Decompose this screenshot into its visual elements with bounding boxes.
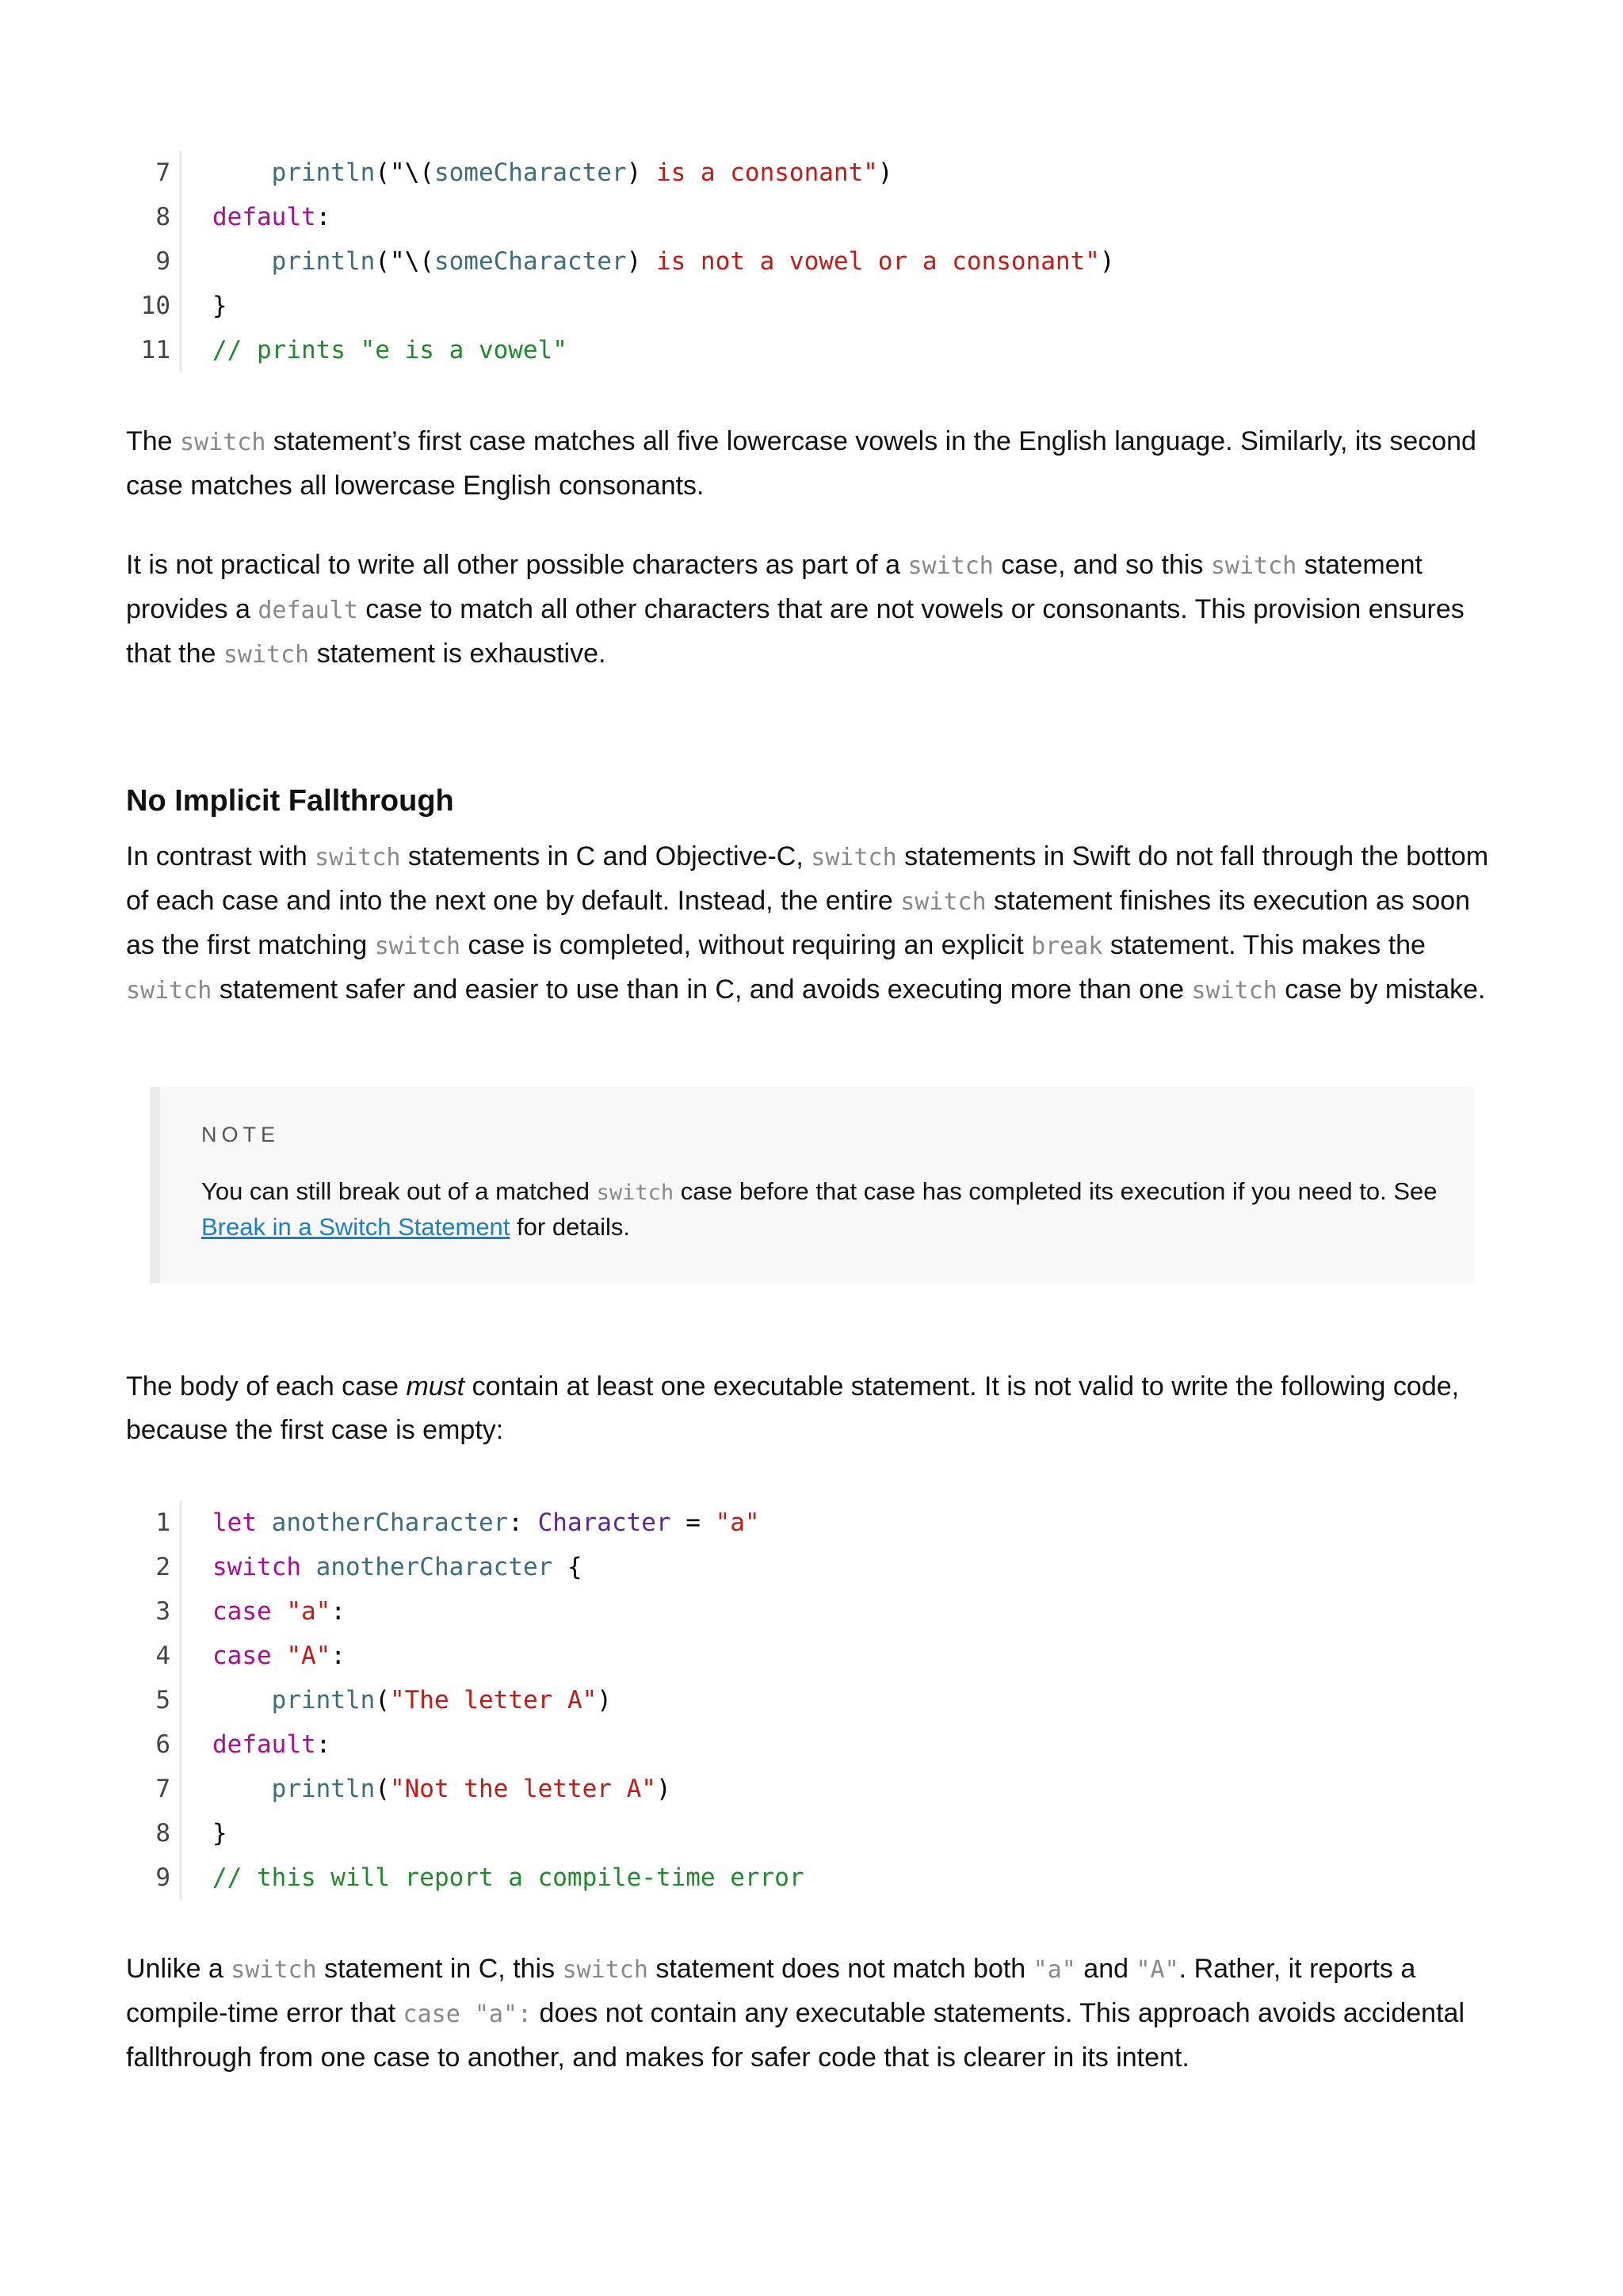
text-run: The bbox=[126, 426, 181, 456]
code-token: "A" bbox=[286, 1642, 331, 1670]
code-token: println bbox=[271, 1775, 376, 1803]
text-run: statement finishes its execution as soon as the first matching bbox=[126, 886, 1471, 960]
code-line bbox=[126, 1811, 839, 1855]
code-token: ) bbox=[1099, 247, 1115, 276]
code-token: println bbox=[271, 1686, 376, 1714]
text-run: and bbox=[1075, 1954, 1136, 1984]
inline-code: switch bbox=[223, 641, 310, 669]
code-token: "a" bbox=[286, 1597, 331, 1626]
code-line bbox=[126, 1545, 839, 1589]
code-indent bbox=[212, 1775, 272, 1803]
inline-code: switch bbox=[180, 429, 266, 456]
code-token: ) bbox=[597, 1686, 612, 1714]
text-run: statement safer and easier to use than in C, and avoids executing more than one bbox=[212, 974, 1192, 1005]
section-heading: No Implicit Fallthrough bbox=[126, 784, 454, 818]
line-number: 6 bbox=[155, 1730, 170, 1759]
code-token: let bbox=[212, 1508, 257, 1537]
code-token: someCharacter bbox=[433, 247, 627, 276]
text-run: Unlike a bbox=[126, 1954, 231, 1984]
text-run: statement. This makes the bbox=[1102, 930, 1426, 960]
code-token: ("\( bbox=[375, 158, 434, 187]
code-line bbox=[126, 239, 1115, 284]
code-block-empty-case bbox=[126, 1501, 839, 1900]
inline-code: switch bbox=[315, 844, 401, 871]
text-run: statement provides a bbox=[126, 550, 1423, 624]
code-token bbox=[257, 1508, 272, 1537]
line-number: 7 bbox=[155, 1775, 170, 1803]
code-text bbox=[212, 1767, 671, 1811]
code-token: Character bbox=[537, 1508, 671, 1537]
text-run: statement does not match both bbox=[647, 1954, 1033, 1984]
text-run: In contrast with bbox=[126, 841, 315, 871]
inline-code: switch bbox=[1210, 552, 1297, 580]
code-text bbox=[212, 239, 1115, 284]
code-line bbox=[126, 1855, 839, 1900]
text-run: case, and so this bbox=[993, 550, 1211, 580]
text-run: for details. bbox=[510, 1213, 631, 1241]
code-text bbox=[212, 1678, 612, 1722]
code-token: ) bbox=[655, 1775, 671, 1803]
code-token: ) bbox=[626, 158, 642, 187]
inline-code: switch bbox=[907, 552, 994, 580]
line-number: 3 bbox=[155, 1597, 170, 1626]
inline-code: switch bbox=[811, 844, 897, 871]
code-token: println bbox=[271, 247, 376, 276]
text-run: contain at least one executable statement. It is not valid to write the following code, because the first case is empty: bbox=[126, 1371, 1460, 1445]
code-indent bbox=[212, 1686, 272, 1714]
paragraph-first-case bbox=[126, 420, 1505, 508]
code-token: // prints "e is a vowel" bbox=[212, 336, 567, 364]
code-token: : bbox=[330, 1597, 346, 1626]
code-token: : bbox=[330, 1642, 346, 1670]
line-number: 5 bbox=[155, 1686, 170, 1714]
line-number: 1 bbox=[155, 1508, 170, 1537]
code-text bbox=[212, 1501, 760, 1545]
code-line bbox=[126, 1722, 839, 1767]
code-token bbox=[272, 1642, 287, 1670]
note-label: NOTE bbox=[201, 1123, 281, 1146]
inline-code: "A" bbox=[1136, 1956, 1179, 1984]
text-run: case by mistake. bbox=[1277, 974, 1486, 1005]
code-token: // this will report a compile-time error bbox=[212, 1863, 804, 1892]
code-line bbox=[126, 328, 839, 372]
text-run: case is completed, without requiring an explicit bbox=[460, 930, 1032, 960]
code-indent bbox=[212, 158, 272, 187]
paragraph-no-fallthrough bbox=[126, 835, 1505, 1013]
code-block-switch-example bbox=[126, 151, 1115, 372]
code-token: ) bbox=[626, 247, 642, 276]
code-token: = bbox=[670, 1508, 716, 1537]
line-number: 8 bbox=[155, 1819, 170, 1848]
code-token: } bbox=[212, 292, 227, 320]
text-run: case before that case has completed its execution if you need to. See bbox=[674, 1177, 1438, 1205]
text-run: statement is exhaustive. bbox=[309, 639, 606, 669]
code-text bbox=[212, 1634, 346, 1678]
code-text bbox=[212, 1722, 330, 1767]
inline-code: switch bbox=[126, 977, 212, 1005]
inline-code: "a" bbox=[1033, 1956, 1076, 1984]
line-number: 4 bbox=[155, 1642, 170, 1670]
code-line bbox=[126, 1634, 839, 1678]
code-token bbox=[301, 1553, 316, 1581]
text-run: The body of each case bbox=[126, 1371, 407, 1402]
code-token: anotherCharacter bbox=[315, 1553, 553, 1581]
code-token: { bbox=[552, 1553, 582, 1581]
code-text bbox=[212, 1589, 346, 1634]
code-token: default bbox=[212, 1730, 316, 1759]
code-line bbox=[126, 284, 839, 328]
text-run: . Rather, it reports a compile-time error that bbox=[126, 1954, 1416, 2028]
line-number: 9 bbox=[155, 247, 170, 276]
inline-code: switch bbox=[231, 1956, 317, 1984]
code-token: ("\( bbox=[375, 247, 434, 276]
code-token: case bbox=[212, 1597, 272, 1626]
code-text bbox=[212, 195, 330, 239]
inline-code: break bbox=[1031, 933, 1103, 960]
inline-code: switch bbox=[1191, 977, 1277, 1005]
line-number: 8 bbox=[155, 203, 170, 231]
code-token: } bbox=[212, 1819, 227, 1848]
code-token: ( bbox=[375, 1775, 390, 1803]
code-token: "a" bbox=[715, 1508, 760, 1537]
text-run: does not contain any executable statements. This approach avoids accidental fallthrough from one case to another, and makes for safer code that is clearer in its intent. bbox=[126, 1998, 1465, 2073]
text-run: statements in C and Objective-C, bbox=[400, 841, 812, 871]
code-line bbox=[126, 151, 893, 195]
text-run: statements in Swift do not fall through the bottom of each case and into the next one by default. Instead, the entire bbox=[126, 841, 1489, 916]
code-token: : bbox=[315, 203, 331, 231]
code-token: someCharacter bbox=[433, 158, 627, 187]
code-line bbox=[126, 1678, 839, 1722]
inline-code: switch bbox=[374, 933, 461, 960]
text-run: You can still break out of a matched bbox=[201, 1177, 597, 1205]
code-token: default bbox=[212, 203, 316, 231]
code-token: ( bbox=[375, 1686, 390, 1714]
inline-code: case "a": bbox=[403, 2000, 533, 2028]
emphasis: must bbox=[406, 1371, 465, 1402]
code-token: println bbox=[271, 158, 376, 187]
code-token bbox=[272, 1597, 287, 1626]
line-number: 9 bbox=[155, 1863, 170, 1892]
code-token: : bbox=[315, 1730, 331, 1759]
text-run: statement’s first case matches all five lowercase vowels in the English language. Similarly, its second case matches all lowercase English consonants. bbox=[126, 426, 1476, 501]
code-token: is a consonant" bbox=[641, 158, 878, 187]
code-line bbox=[126, 1589, 839, 1634]
paragraph-default-case bbox=[126, 543, 1505, 677]
line-number: 7 bbox=[155, 158, 170, 187]
code-token: ) bbox=[877, 158, 893, 187]
inline-code: switch bbox=[596, 1180, 674, 1205]
code-line bbox=[126, 195, 839, 239]
code-text bbox=[212, 284, 227, 328]
note-text bbox=[201, 1174, 1453, 1244]
code-text bbox=[212, 1545, 582, 1589]
code-indent bbox=[212, 247, 272, 276]
code-text bbox=[212, 151, 893, 195]
inline-code: switch bbox=[900, 888, 987, 916]
paragraph-compile-error bbox=[126, 1947, 1505, 2080]
break-in-switch-link[interactable]: Break in a Switch Statement bbox=[201, 1213, 510, 1241]
line-number: 11 bbox=[140, 336, 170, 364]
line-number: 10 bbox=[140, 292, 170, 320]
code-token: "Not the letter A" bbox=[389, 1775, 656, 1803]
code-token: anotherCharacter bbox=[271, 1508, 509, 1537]
line-number: 2 bbox=[155, 1553, 170, 1581]
code-text bbox=[212, 328, 567, 372]
inline-code: switch bbox=[562, 1956, 648, 1984]
paragraph-case-body bbox=[126, 1365, 1505, 1452]
code-token: switch bbox=[212, 1553, 301, 1581]
text-run: statement in C, this bbox=[316, 1954, 563, 1984]
code-token: "The letter A" bbox=[389, 1686, 598, 1714]
code-token: : bbox=[508, 1508, 538, 1537]
note-box bbox=[150, 1087, 1475, 1283]
inline-code: default bbox=[258, 597, 358, 624]
text-run: case to match all other characters that are not vowels or consonants. This provision ensures that the bbox=[126, 594, 1465, 669]
code-line bbox=[126, 1501, 839, 1545]
text-run: It is not practical to write all other possible characters as part of a bbox=[126, 550, 908, 580]
code-line bbox=[126, 1767, 839, 1811]
code-token: is not a vowel or a consonant" bbox=[641, 247, 1100, 276]
code-text bbox=[212, 1811, 227, 1855]
code-token: case bbox=[212, 1642, 272, 1670]
code-text bbox=[212, 1855, 804, 1900]
